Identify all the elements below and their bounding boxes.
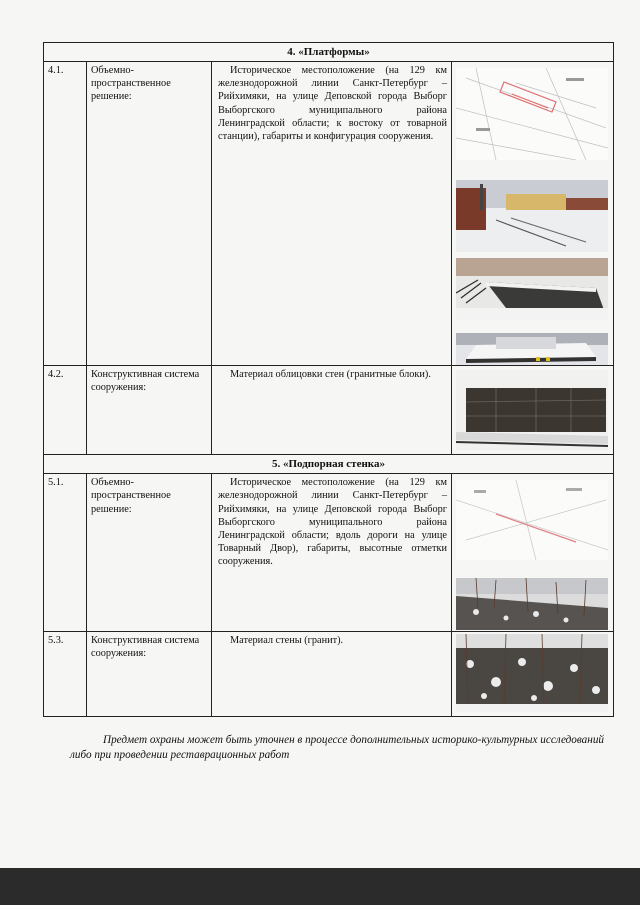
section-header-row bbox=[44, 43, 614, 62]
retaining-wall-photo bbox=[456, 578, 608, 630]
table-row bbox=[44, 366, 614, 455]
table-row bbox=[44, 474, 614, 632]
row-description: Материал облицовки стен (гранитные блоки). bbox=[212, 366, 452, 455]
station-yard-photo bbox=[456, 180, 608, 252]
row-illustrations bbox=[452, 632, 614, 717]
table-row bbox=[44, 62, 614, 366]
granite-facing-photo bbox=[456, 370, 608, 450]
footer-note: Предмет охраны может быть уточнен в процессе дополнительных историко-культурных исследований либо при проведении реставрационных работ bbox=[70, 734, 605, 762]
site-plan-image bbox=[456, 68, 608, 160]
row-illustrations bbox=[452, 62, 614, 366]
row-description: Материал стены (гранит). bbox=[212, 632, 452, 717]
row-number: 5.3. bbox=[44, 632, 87, 717]
row-number: 4.1. bbox=[44, 62, 87, 366]
row-number: 5.1. bbox=[44, 474, 87, 632]
row-description: Историческое местоположение (на 129 км железнодорожной линии Санкт-Петербург – Рийхимяки, на улице Деповской города Выборг Выборгского муниципального района Ленинградской области; вдоль дороги на улице Товарный Двор), габариты, высотные отметки сооружения. bbox=[212, 474, 452, 632]
section-header-row bbox=[44, 455, 614, 474]
platform-snow-photo bbox=[456, 333, 608, 365]
table-row bbox=[44, 632, 614, 717]
row-element-name: Конструктивная система сооружения: bbox=[87, 632, 212, 717]
granite-wall-photo bbox=[456, 634, 608, 712]
row-element-name: Объемно-пространственное решение: bbox=[87, 474, 212, 632]
section-title: 4. «Платформы» bbox=[44, 43, 614, 62]
row-element-name: Объемно-пространственное решение: bbox=[87, 62, 212, 366]
scan-edge bbox=[0, 868, 640, 905]
site-plan-image bbox=[456, 480, 608, 560]
row-description: Историческое местоположение (на 129 км железнодорожной линии Санкт-Петербург – Рийхимяки, на улице Деповской города Выборг Выборгского муниципального района Ленинградской области; к востоку от товарной станции), габариты и конфигурация сооружения. bbox=[212, 62, 452, 366]
row-element-name: Конструктивная система сооружения: bbox=[87, 366, 212, 455]
row-illustrations bbox=[452, 366, 614, 455]
row-illustrations bbox=[452, 474, 614, 632]
platform-remains-photo bbox=[456, 258, 608, 320]
row-number: 4.2. bbox=[44, 366, 87, 455]
protection-subject-table bbox=[43, 42, 614, 717]
section-title: 5. «Подпорная стенка» bbox=[44, 455, 614, 474]
